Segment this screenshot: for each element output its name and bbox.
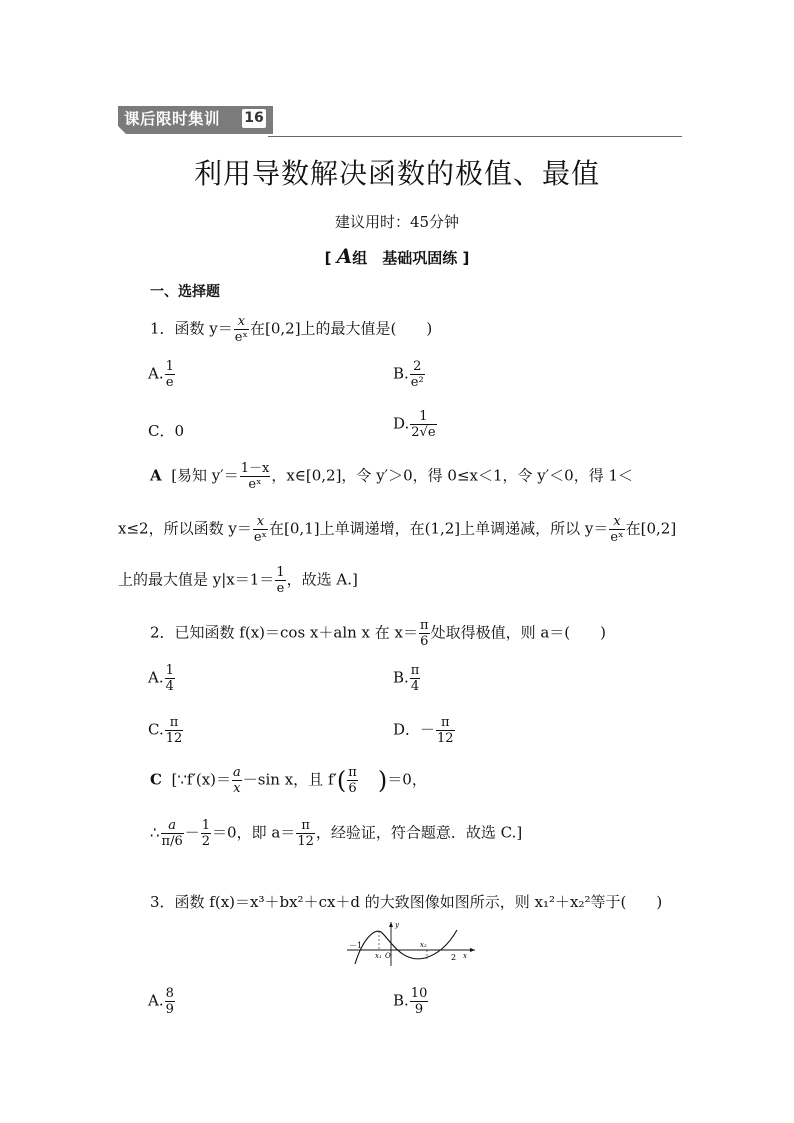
q1-option-d[interactable] [393,409,438,440]
header-rule [268,136,682,137]
q2-sol1-a: [∵f′(x)＝ [171,770,232,789]
q2-solution-line2 [150,818,522,849]
q1-sol2-n2: x [609,514,624,530]
q2-option-b-frac [410,663,421,694]
q2-b-n: π [410,663,420,678]
q1-a-d: e [165,375,174,390]
q2-option-d-label: D．－ [393,720,436,739]
page-title: 利用导数解决函数的极值、最值 [193,157,600,190]
q1-stem-frac-d: eˣ [234,330,248,345]
q2-sol1-d2: 6 [348,781,357,796]
q1-option-a[interactable] [148,359,176,390]
q2-c-n: π [165,715,184,731]
q3-option-b[interactable] [393,986,429,1017]
q3-b-n: 10 [410,986,428,1001]
q2-sol1-frac2 [347,765,358,796]
q1-sol3-b: ，故选 A.] [286,570,358,589]
graph-label-x2: x₂ [420,941,427,949]
q1-a-n: 1 [165,359,174,374]
q2-option-a-label: A. [148,668,164,687]
q1-sol2-b: 在[0,1]上单调递增，在(1,2]上单调递减，所以 y＝ [269,519,609,538]
q2-sol2-frac [161,818,184,849]
graph-curve [355,930,457,964]
q3-stem: 3．函数 f(x)＝x³＋bx²＋cx＋d 的大致图像如图所示，则 x₁²＋x₂²等于( ) [150,893,663,911]
section-heading: 一、选择题 [150,284,220,300]
header-tag-label: 课后限时集训 [124,110,221,128]
group-heading: [ A组 基础巩固练 ] [324,244,470,268]
q3-graph [345,918,480,968]
q2-stem-a: 2．已知函数 f(x)＝cos x＋aln x 在 x＝ [150,623,419,642]
q1-sol2-a: x≤2，所以函数 y＝ [118,519,252,538]
q2-sol2-n: a [161,818,184,834]
q2-solution-line1: C [∵f′(x)＝ $\frac{a}{x}$ －sin x，且 f′( $\frac{\pi}{6}$ )＝0， [150,765,427,796]
q2-stem-frac [419,618,430,649]
q3-b-d: 9 [414,1002,424,1017]
q2-option-d[interactable] [393,715,456,746]
graph-label-neg1: －1 [349,941,363,950]
q2-c-d: 12 [165,731,183,746]
q1-sol3-frac [275,565,285,596]
graph-label-origin: O [385,952,391,960]
q2-answer: C [150,770,162,789]
q3-a-n: 8 [165,986,174,1001]
graph-label-y: y [395,921,399,929]
q2-sol2-frac2 [201,818,211,849]
q1-sol3-d: e [276,581,285,596]
q2-sol1-d: x [233,781,241,796]
q1-option-d-frac [410,409,436,440]
q1-option-b-label: B. [393,364,409,383]
q2-d-d: 12 [437,731,454,746]
q2-option-a-frac [165,663,175,694]
q1-option-c[interactable]: C．0 [148,422,185,440]
q1-sol3-n: 1 [276,565,285,580]
q2-option-b-label: B. [393,668,409,687]
q2-option-b[interactable] [393,663,421,694]
q2-sol1-n: a [233,765,241,780]
q2-a-n: 1 [165,663,174,678]
q1-solution-line1 [150,461,633,492]
q1-option-a-label: A. [148,364,164,383]
q1-answer: A [150,466,162,485]
q2-option-d-frac [436,715,455,746]
q2-sol2-n3: π [296,818,315,834]
graph-label-x1: x₁ [375,952,382,960]
q1-sol2-c: 在[0,2] [625,519,677,538]
q2-sol2-n2: 1 [201,818,211,833]
suggested-time: 建议用时：45分钟 [334,213,460,231]
q1-option-a-frac [165,359,175,390]
group-label: 组 基础巩固练 [352,249,458,267]
q1-solution-line3 [118,565,358,596]
graph-y-arrow [389,922,393,927]
q2-sol2-c: ＝0，即 a＝ [212,823,296,842]
q3-option-a[interactable] [148,986,176,1017]
q2-stem-n: π [420,618,429,633]
q2-stem-d: 6 [420,634,429,649]
graph-x-arrow [470,948,475,952]
q1-sol2-d: eˣ [253,530,268,545]
q1-stem-frac-n: x [234,314,249,330]
q1-option-b-frac [410,359,425,390]
q2-sol1-frac [232,765,242,796]
group-letter: A [336,244,353,268]
q1-sol1-d: eˣ [248,477,262,492]
q2-sol2-frac3 [296,818,315,849]
q1-sol2-n: x [253,514,268,530]
q1-d-n: 1 [410,409,436,425]
q3-option-a-label: A. [148,991,164,1010]
q1-sol2-frac2 [609,514,624,545]
q1-option-b[interactable] [393,359,426,390]
q2-sol2-d2: 2 [201,834,211,849]
graph-label-2: 2 [451,953,457,962]
q1-option-d-label: D. [393,414,410,433]
q2-stem [150,618,606,649]
q1-b-n: 2 [410,359,425,375]
q2-sol2-d3: 12 [297,834,314,849]
q2-stem-b: 处取得极值，则 a＝( ) [430,623,606,642]
q2-d-n: π [436,715,455,731]
q2-sol2-tail: ，经验证，符合题意．故选 C.] [315,823,523,842]
q1-stem-suffix: 在[0,2]上的最大值是( ) [250,319,433,338]
q1-d-d: 2√e [411,425,436,440]
q1-sol1-b: ，x∈[0,2]，令 y′＞0，得 0≤x＜1，令 y′＜0，得 1＜ [271,466,634,485]
q1-sol2-frac [253,514,268,545]
q2-a-d: 4 [165,679,174,694]
q2-b-d: 4 [410,679,420,694]
q3-a-d: 9 [165,1002,174,1017]
q1-sol1-n: 1－x [240,461,270,476]
q1-sol2-d2: eˣ [610,530,624,545]
q1-solution-line2 [118,514,676,545]
q2-option-a[interactable] [148,663,176,694]
q3-option-b-label: B. [393,991,409,1010]
q2-sol1-n2: π [348,765,357,780]
q1-sol3-a: 上的最大值是 y|x＝1＝ [118,570,275,589]
q3-option-b-frac [410,986,429,1017]
q2-sol1-b: －sin x，且 f′ [242,770,337,789]
q2-sol2-a: ∴ [150,823,160,842]
graph-label-x: x [463,952,467,960]
q1-stem [150,314,432,345]
q2-sol2-b: － [184,823,200,842]
q2-sol1-c: ＝0， [387,770,427,789]
q2-option-c-label: C. [148,720,164,739]
header-tag-number: 16 [242,109,266,128]
q2-sol2-d: π/6 [161,834,183,849]
q2-option-c[interactable] [148,715,184,746]
q1-stem-fraction [234,314,249,345]
q1-sol1-a: [易知 y′＝ [171,466,239,485]
q3-option-a-frac [165,986,175,1017]
q1-stem-prefix: 1．函数 y＝ [150,319,233,338]
q2-option-c-frac [165,715,184,746]
q1-b-d: e² [410,375,424,390]
q1-sol1-frac [240,461,271,492]
